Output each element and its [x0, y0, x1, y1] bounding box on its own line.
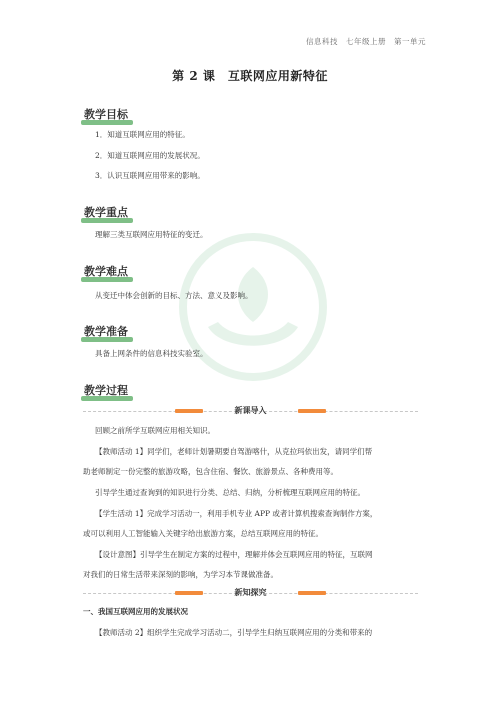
- paragraph-line: 引导学生通过查询到的知识进行分类、总结、归纳，分析梳理互联网应用的特征。: [95, 488, 365, 497]
- section-key-point: [83, 201, 129, 220]
- objective-item: 1．知道互联网应用的特征。: [95, 130, 190, 139]
- section-heading: 教学重点: [84, 206, 128, 219]
- paragraph-line: 助老师制定一份完整的旅游攻略，包含住宿、餐饮、旅游景点、各种费用等。: [83, 467, 338, 476]
- objective-item: 3．认识互联网应用带来的影响。: [95, 171, 205, 180]
- paragraph-line: 或可以利用人工智能输入关键字给出旅游方案，总结互联网应用的特征。: [83, 529, 323, 538]
- section-process: [83, 379, 129, 398]
- key-point-text: 理解三类互联网应用特征的变迁。: [95, 230, 208, 239]
- divider-explore: [83, 586, 418, 600]
- paragraph-line: 【设计意图】引导学生在制定方案的过程中，理解并体会互联网应用的特征，互联网: [95, 550, 373, 559]
- section-heading: 教学目标: [84, 108, 128, 121]
- paragraph-line: 【学生活动 1】完成学习活动一，利用手机专业 APP 或者计算机搜索查询制作方案，: [95, 509, 378, 518]
- divider-label: 新知探究: [234, 588, 267, 597]
- section-heading: 教学过程: [84, 384, 128, 397]
- section-heading: 教学准备: [84, 325, 128, 338]
- header-course-info: 信息科技 七年级上册 第一单元: [306, 37, 426, 46]
- paragraph-line: 【教师活动 2】组织学生完成学习活动二，引导学生归纳互联网应用的分类和带来的: [95, 628, 373, 637]
- leaf-hands-logo-icon: [178, 232, 328, 382]
- section-preparation: [83, 320, 129, 339]
- preparation-text: 具备上网条件的信息科技实验室。: [95, 349, 208, 358]
- paragraph-line: 【教师活动 1】同学们，老师计划暑期要自驾游喀什，从克拉玛依出发，请同学们帮: [95, 447, 373, 456]
- section-heading: 教学难点: [84, 265, 128, 278]
- divider-label: 新课导入: [234, 406, 267, 415]
- section-objectives: [83, 103, 129, 122]
- objective-item: 2．知道互联网应用的发展状况。: [95, 151, 205, 160]
- section-difficulty: [83, 260, 129, 279]
- paragraph-line: 对我们的日常生活带来深刻的影响，为学习本节课做准备。: [83, 570, 278, 579]
- paragraph-line: 回顾之前所学互联网应用相关知识。: [95, 426, 215, 435]
- divider-intro: [83, 404, 418, 418]
- difficulty-text: 从变迁中体会创新的目标、方法、意义及影响。: [95, 291, 253, 300]
- lesson-title: 第 2 课 互联网应用新特征: [172, 69, 328, 83]
- subsection-heading: 一、我国互联网应用的发展状况: [83, 607, 188, 616]
